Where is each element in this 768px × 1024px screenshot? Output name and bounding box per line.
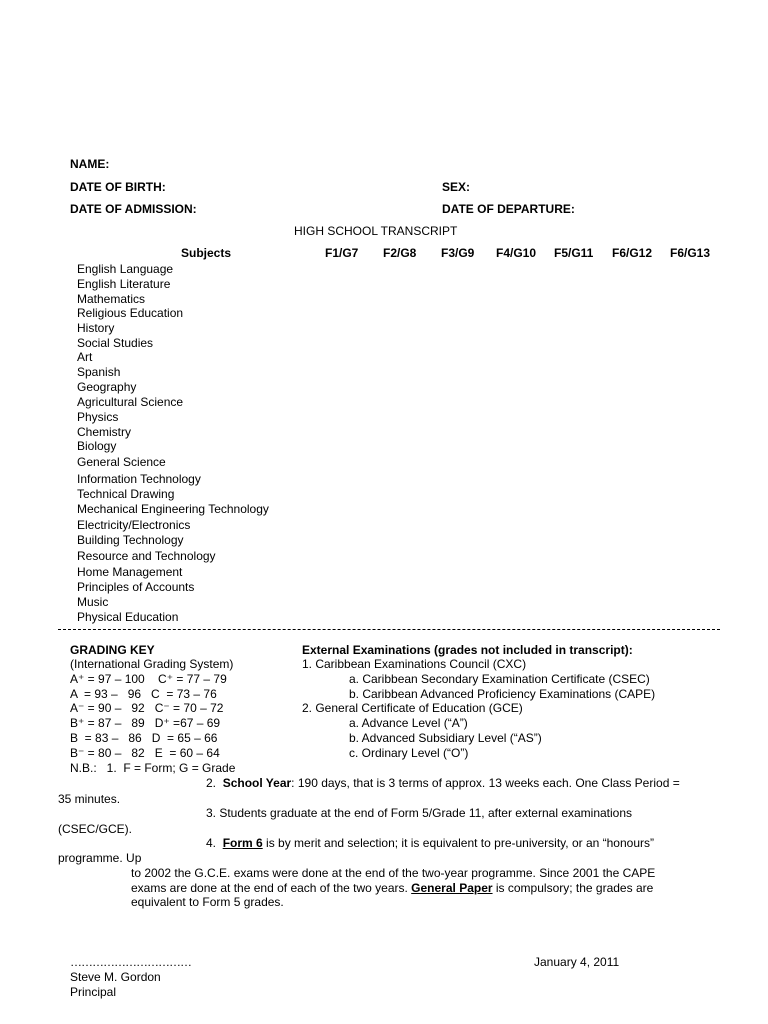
- note-bold: School Year: [222, 776, 292, 790]
- external-exams-title: External Examinations (grades not included in transcript):: [302, 643, 633, 657]
- note-number: 4.: [206, 836, 217, 850]
- grading-key-subtitle: (International Grading System): [70, 657, 234, 671]
- note-bold: General Paper: [411, 881, 493, 895]
- subject-item: Religious Education: [77, 306, 184, 320]
- external-exam-item: b. Advanced Subsidiary Level (“AS”): [349, 731, 542, 745]
- note-school-year: [206, 776, 680, 790]
- external-exam-item: 1. Caribbean Examinations Council (CXC): [302, 657, 527, 671]
- subject-item: Geography: [77, 380, 137, 394]
- note-text: exams are done at the end of each of the two years.: [131, 881, 412, 895]
- grading-row: B⁻ = 80 – 82 E = 60 – 64: [70, 746, 220, 760]
- note-text: is compulsory; the grades are: [492, 881, 654, 895]
- note-text-line: [131, 881, 653, 895]
- subject-item: Principles of Accounts: [77, 580, 195, 594]
- grading-row: B = 83 – 86 D = 65 – 66: [70, 731, 218, 745]
- note-text: 35 minutes.: [58, 792, 121, 806]
- signature-line: ……………………………: [70, 955, 191, 969]
- note-number: 2.: [206, 776, 217, 790]
- subject-item: Physical Education: [77, 610, 179, 624]
- note-text: (CSEC/GCE).: [58, 822, 133, 836]
- note-form-6: [206, 836, 654, 850]
- external-exam-item: a. Advance Level (“A”): [349, 716, 468, 730]
- subject-item: Technical Drawing: [77, 487, 175, 501]
- grading-row: A⁻ = 90 – 92 C⁻ = 70 – 72: [70, 701, 224, 715]
- external-exam-item: c. Ordinary Level (“O”): [349, 746, 469, 760]
- subject-item: Chemistry: [77, 425, 132, 439]
- admission-label: DATE OF ADMISSION:: [70, 202, 197, 216]
- note-text: is by merit and selection; it is equivalent to pre-university, or an “honours”: [262, 836, 654, 850]
- name-label: NAME:: [70, 157, 110, 171]
- subject-item: Spanish: [77, 365, 121, 379]
- column-header: F1/G7: [325, 246, 359, 260]
- subject-item: Home Management: [77, 565, 183, 579]
- document-date: January 4, 2011: [534, 955, 620, 969]
- subject-item: Mechanical Engineering Technology: [77, 502, 269, 516]
- subject-item: Mathematics: [77, 292, 146, 306]
- note-text: to 2002 the G.C.E. exams were done at the end of the two-year programme. Since 2001 the CAPE: [131, 866, 656, 880]
- page-title: HIGH SCHOOL TRANSCRIPT: [294, 224, 458, 238]
- note-text: equivalent to Form 5 grades.: [131, 895, 284, 909]
- departure-label: DATE OF DEPARTURE:: [442, 202, 575, 216]
- column-header: F6/G12: [612, 246, 653, 260]
- subject-item: Resource and Technology: [77, 549, 216, 563]
- signatory-role: Principal: [70, 985, 117, 999]
- sex-label: SEX:: [442, 180, 471, 194]
- external-exam-item: b. Caribbean Advanced Proficiency Examinations (CAPE): [349, 687, 656, 701]
- grading-row: A⁺ = 97 – 100 C⁺ = 77 – 79: [70, 672, 227, 686]
- note-graduation: 3. Students graduate at the end of Form 5/Grade 11, after external examinations: [206, 806, 633, 820]
- subject-item: Agricultural Science: [77, 395, 184, 409]
- subject-item: Art: [77, 350, 93, 364]
- subjects-header: Subjects: [181, 246, 232, 260]
- grading-row: A = 93 – 96 C = 73 – 76: [70, 687, 217, 701]
- dashed-divider: [58, 629, 720, 632]
- subject-item: English Literature: [77, 277, 171, 291]
- column-header: F4/G10: [496, 246, 537, 260]
- external-exam-item: a. Caribbean Secondary Examination Certificate (CSEC): [349, 672, 650, 686]
- column-header: F3/G9: [441, 246, 475, 260]
- grading-note: N.B.: 1. F = Form; G = Grade: [70, 761, 236, 775]
- subject-item: English Language: [77, 262, 174, 276]
- subject-item: Information Technology: [77, 472, 201, 486]
- subject-item: Social Studies: [77, 336, 154, 350]
- subject-item: Music: [77, 595, 109, 609]
- subject-item: Electricity/Electronics: [77, 518, 191, 532]
- signatory-name: Steve M. Gordon: [70, 970, 161, 984]
- subject-item: Physics: [77, 410, 119, 424]
- subject-item: History: [77, 321, 115, 335]
- dob-label: DATE OF BIRTH:: [70, 180, 166, 194]
- note-text: : 190 days, that is 3 terms of approx. 13 weeks each. One Class Period =: [291, 776, 680, 790]
- column-header: F2/G8: [383, 246, 417, 260]
- subject-item: Building Technology: [77, 533, 184, 547]
- grading-key-title: GRADING KEY: [70, 643, 155, 657]
- note-text: programme. Up: [58, 851, 142, 865]
- subject-item: General Science: [77, 455, 166, 469]
- grading-row: B⁺ = 87 – 89 D⁺ =67 – 69: [70, 716, 221, 730]
- external-exam-item: 2. General Certificate of Education (GCE): [302, 701, 523, 715]
- column-header: F5/G11: [554, 246, 594, 260]
- column-header: F6/G13: [670, 246, 711, 260]
- note-bold: Form 6: [222, 836, 263, 850]
- subject-item: Biology: [77, 439, 117, 453]
